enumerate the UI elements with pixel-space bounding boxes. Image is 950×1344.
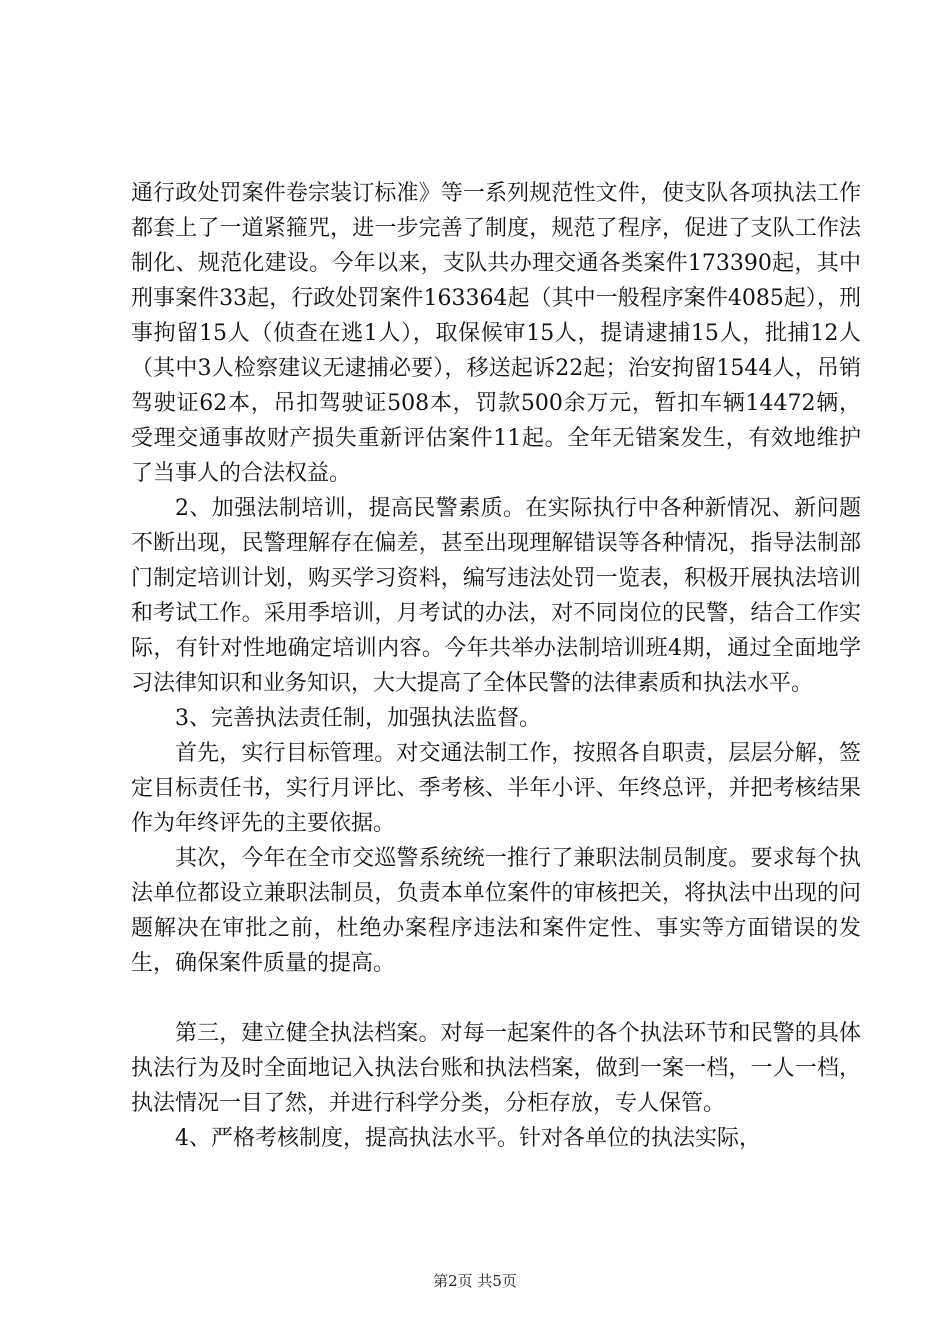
paragraph-responsibility-heading: 3、完善执法责任制，加强执法监督。 xyxy=(175,706,541,731)
paragraph-part-time-legal-officer: 其次，今年在全市交巡警系统统一推行了兼职法制员制度。要求每个执法单位都设立兼职法制员，负责本单位案件的审核把关，将执法中出现的问题解决在审批之前，杜绝办案程序违法和案件定性、事实等方面错误的发生，确保案件质量的提高。 xyxy=(131,846,861,976)
paragraph-target-management: 首先，实行目标管理。对交通法制工作，按照各自职责，层层分解，签定目标责任书，实行月评比、季考核、半年小评、年终总评，并把考核结果作为年终评先的主要依据。 xyxy=(131,741,861,836)
paragraph-continuation: 通行政处罚案件卷宗装订标准》等一系列规范性文件，使支队各项执法工作都套上了一道紧箍咒，进一步完善了制度，规范了程序，促进了支队工作法制化、规范化建设。今年以来，支队共办理交通各类案件173390起，其中刑事案件33起，行政处罚案件163364起（其中一般程序案件4085起），刑事拘留15人（侦查在逃1人），取保候审15人，提请逮捕15人，批捕12人（其中3人检察建议无逮捕必要），移送起诉22起；治安拘留1544人，吊销驾驶证62本，吊扣驾驶证508本，罚款500余万元，暂扣车辆14472辆，受理交通事故财产损失重新评估案件11起。全年无错案发生，有效地维护了当事人的合法权益。 xyxy=(131,181,861,486)
paragraph-enforcement-archives: 第三，建立健全执法档案。对每一起案件的各个执法环节和民警的具体执法行为及时全面地记入执法台账和执法档案，做到一案一档，一人一档，执法情况一目了然，并进行科学分类，分柜存放，专人保管。 xyxy=(131,1021,861,1116)
paragraph-assessment-system: 4、严格考核制度，提高执法水平。针对各单位的执法实际， xyxy=(175,1126,761,1151)
paragraph-legal-training: 2、加强法制培训，提高民警素质。在实际执行中各种新情况、新问题不断出现，民警理解存在偏差，甚至出现理解错误等各种情况，指导法制部门制定培训计划，购买学习资料，编写违法处罚一览表，积极开展执法培训和考试工作。采用季培训，月考试的办法，对不同岗位的民警，结合工作实际，有针对性地确定培训内容。今年共举办法制培训班4期，通过全面地学习法律知识和业务知识，大大提高了全体民警的法律素质和执法水平。 xyxy=(131,496,861,696)
page-number-footer: 第2页 共5页 xyxy=(433,1272,517,1290)
document-body xyxy=(131,176,861,1156)
